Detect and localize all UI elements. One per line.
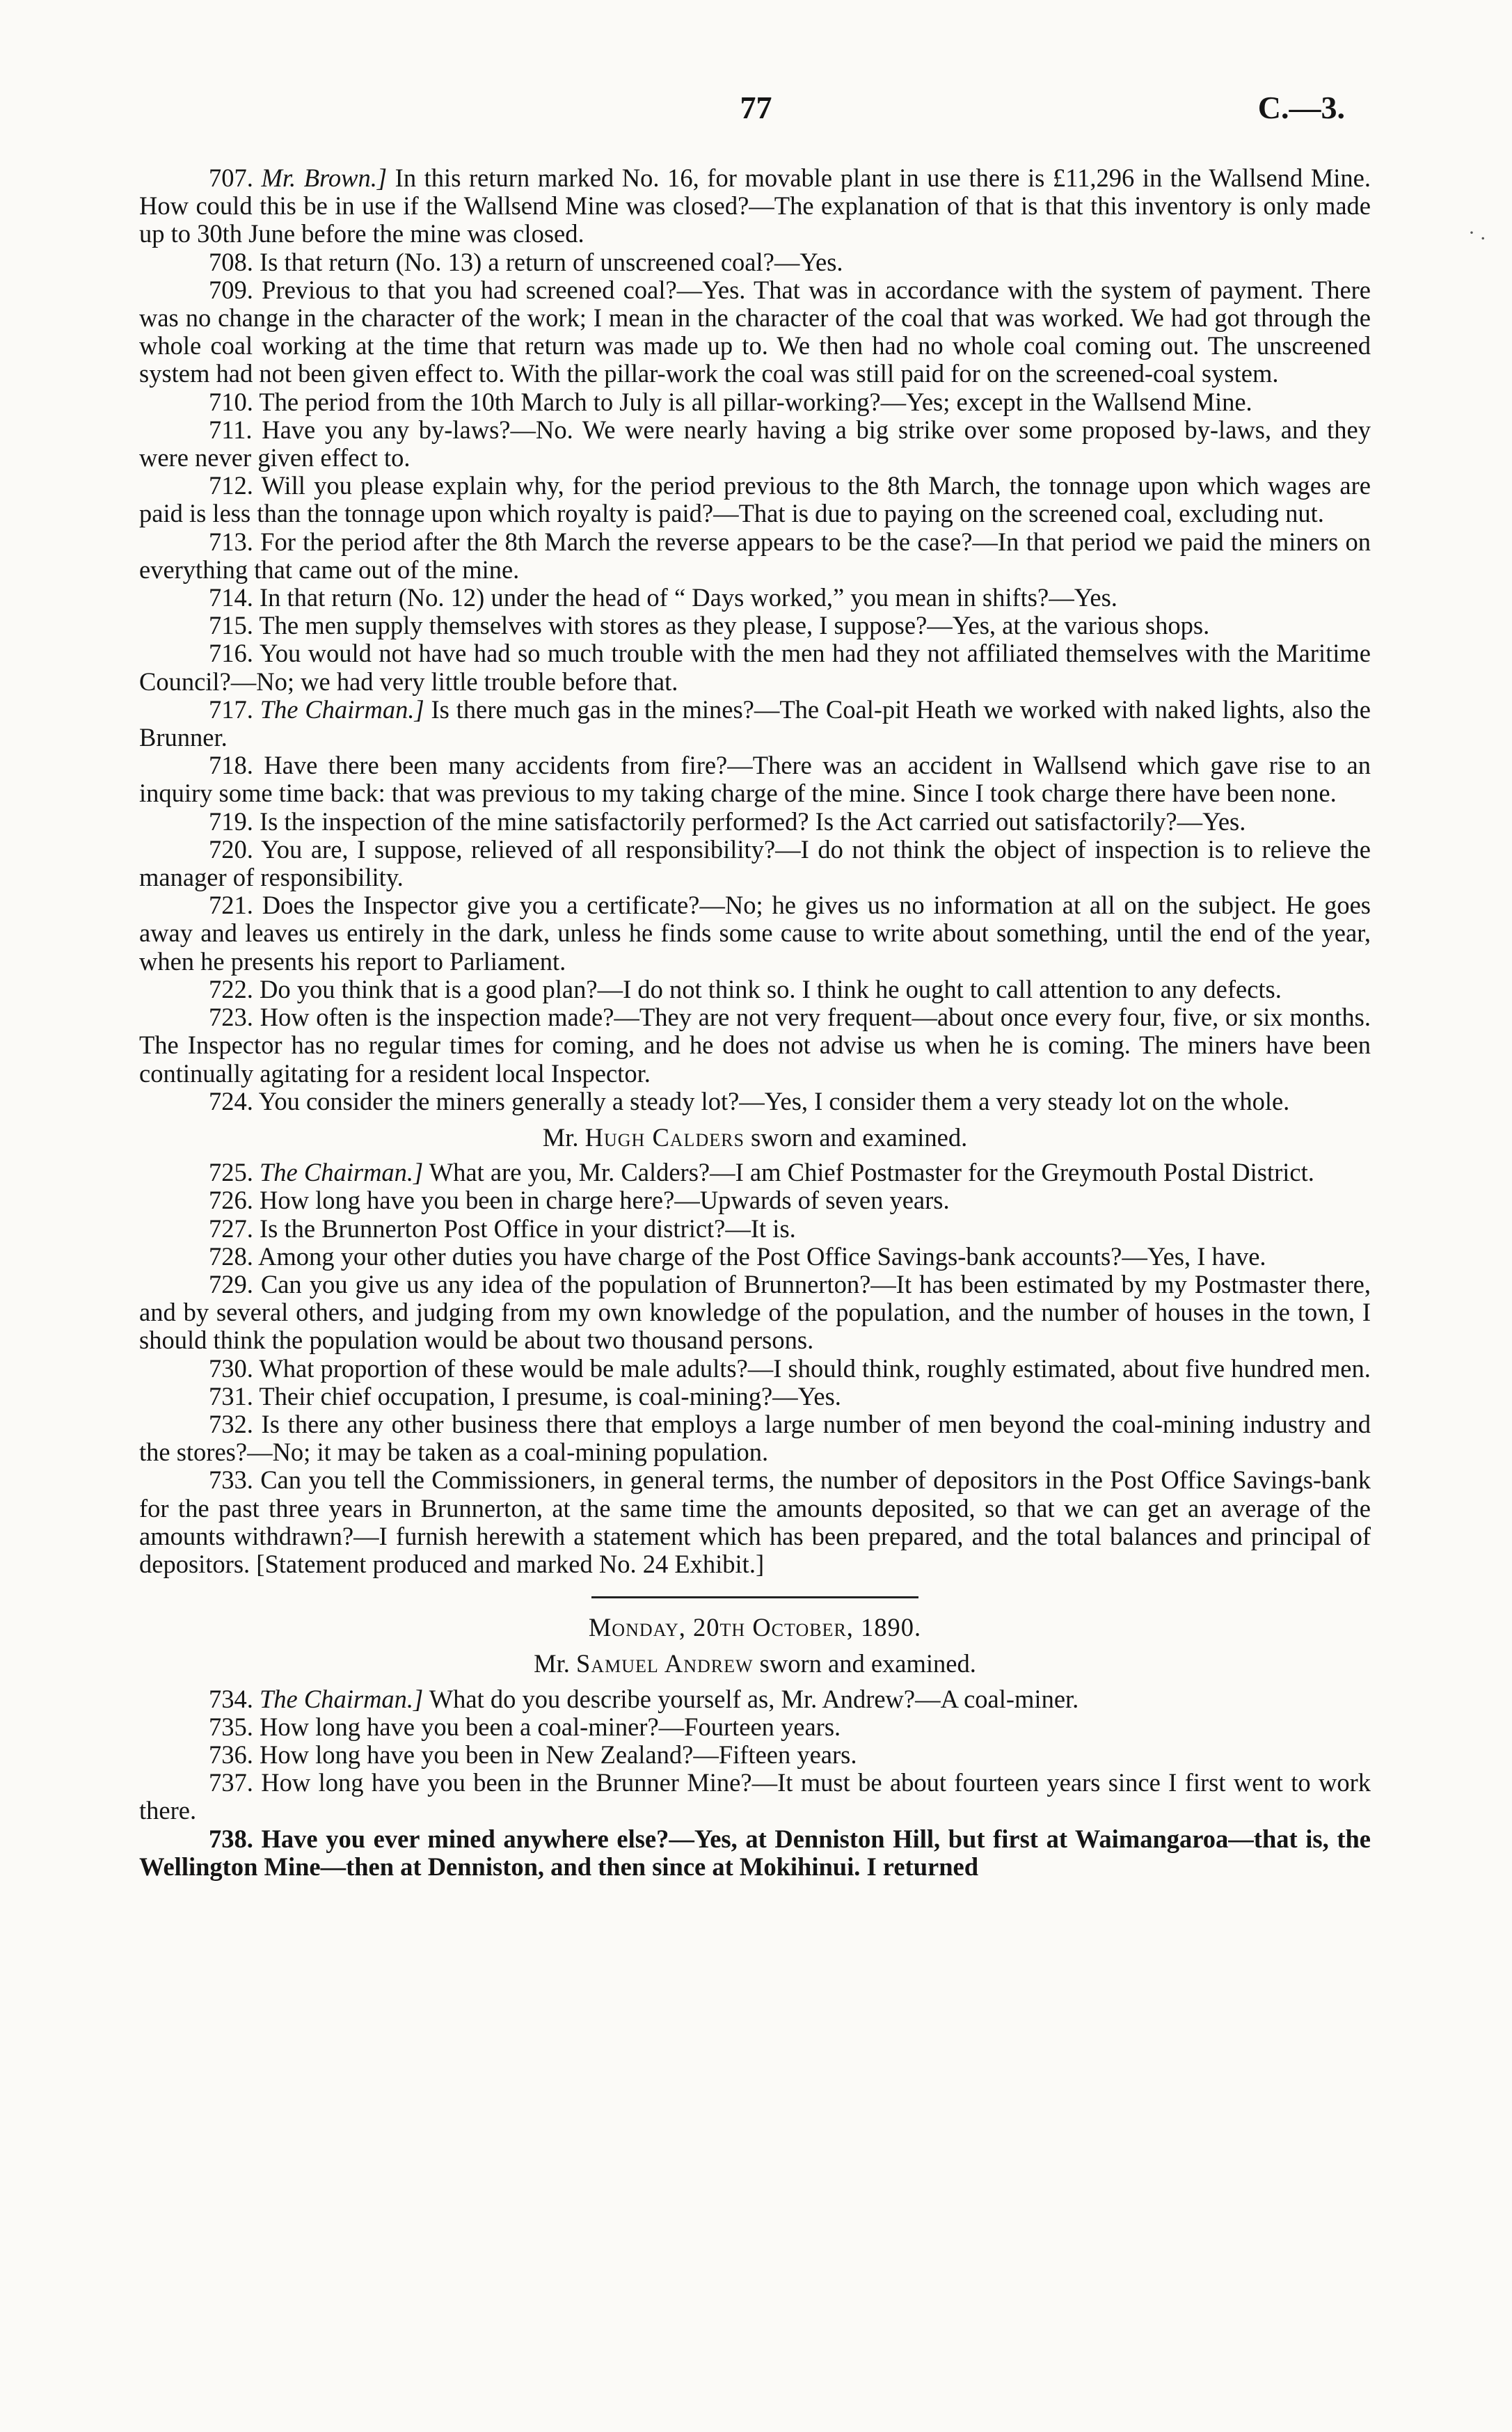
testimony-text: What are you, Mr. Calders?—I am Chief Postmaster for the Greymouth Postal District. [423,1158,1314,1187]
question-number: 711. [209,415,253,444]
question-number: 708. [209,247,253,276]
testimony-paragraph [139,836,1371,891]
margin-mark: · . [1468,221,1486,244]
section-divider [591,1596,918,1598]
question-number: 731. [209,1381,253,1410]
testimony-paragraph [139,1215,1371,1243]
testimony-text: How long have you been in the Brunner Mine?—It must be about fourteen years since I first went to work there. [139,1768,1371,1825]
testimony-paragraph [139,1271,1371,1355]
question-number: 736. [209,1740,253,1769]
testimony-text: Is the Brunnerton Post Office in your district?—It is. [260,1214,796,1243]
testimony-paragraph [139,1003,1371,1088]
question-number: 738. [209,1824,253,1853]
testimony-text: In this return marked No. 16, for movable plant in use there is £11,296 in the Wallsend Mine. How could this be in use if the Wallsend Mine was closed?—The explanation of that is that this inventory is only made up to 30th June before the mine was closed. [139,164,1371,248]
question-number: 723. [209,1003,253,1032]
question-number: 728. [209,1241,253,1271]
testimony-paragraph [139,1741,1371,1769]
testimony-paragraph [139,416,1371,472]
testimony-paragraph [139,1383,1371,1410]
speaker-name: Mr. Brown.] [261,164,388,192]
question-number: 735. [209,1712,253,1741]
testimony-text: Have there been many accidents from fire?—There was an accident in Wallsend which gave rise to an inquiry some time back: that was previous to my taking charge of the mine. Since I took charge there have been none. [139,751,1371,808]
question-number: 721. [209,891,253,920]
testimony-paragraph [139,1186,1371,1214]
question-number: 725. [209,1158,253,1187]
testimony-text: You consider the miners generally a steady lot?—Yes, I consider them a very steady lot on the whole. [258,1086,1290,1115]
testimony-paragraph [139,752,1371,807]
question-number: 714. [209,583,253,612]
question-number: 730. [209,1353,253,1383]
testimony-paragraph [139,1466,1371,1578]
testimony-text: How long have you been a coal-miner?—Fourteen years. [260,1712,841,1741]
question-number: 732. [209,1409,253,1438]
evidence-section-1 [139,164,1371,1115]
page-number: 77 [740,90,772,125]
testimony-paragraph [139,808,1371,836]
testimony-paragraph [139,388,1371,416]
document-body [139,164,1371,1881]
testimony-paragraph [139,472,1371,527]
testimony-paragraph [139,1243,1371,1271]
question-number: 710. [209,387,253,416]
document-reference: C.—3. [1257,90,1345,125]
question-number: 734. [209,1684,253,1713]
question-number: 729. [209,1269,253,1298]
testimony-paragraph [139,1410,1371,1466]
testimony-text: How often is the inspection made?—They are not very frequent—about once every four, five, or six months. The Inspector has no regular times for coming, and he does not advise us when he is coming. The miners have been continually agitating for a resident local Inspector. [139,1003,1371,1088]
testimony-paragraph [139,639,1371,695]
testimony-paragraph [139,891,1371,976]
testimony-text: You are, I suppose, relieved of all responsibility?—I do not think the object of inspection is to relieve the manager of responsibility. [139,834,1371,892]
testimony-text: For the period after the 8th March the reverse appears to be the case?—In that period we paid the miners on everything that came out of the mine. [139,527,1371,584]
speaker-name: The Chairman.] [260,1684,424,1713]
testimony-text: Do you think that is a good plan?—I do not think so. I think he ought to call attention to any defects. [260,974,1282,1003]
testimony-text: You would not have had so much trouble with the men had they not affiliated themselves with the Maritime Council?—No; we had very little trouble before that. [139,639,1371,696]
testimony-text: Does the Inspector give you a certificate?—No; he gives us no information at all on the subject. He goes away and leaves us entirely in the dark, unless he finds some cause to write about something, until the end of the year, when he presents his report to Parliament. [139,891,1371,976]
testimony-text: How long have you been in charge here?—Upwards of seven years. [260,1186,950,1215]
testimony-paragraph [139,976,1371,1003]
testimony-paragraph [139,696,1371,752]
testimony-paragraph [139,1825,1371,1881]
question-number: 733. [209,1465,253,1495]
question-number: 709. [209,275,253,304]
testimony-paragraph [139,164,1371,248]
testimony-paragraph [139,584,1371,612]
question-number: 726. [209,1186,253,1215]
question-number: 724. [209,1086,253,1115]
testimony-text: The men supply themselves with stores as they please, I suppose?—Yes, at the various shops. [259,611,1210,640]
testimony-text: Will you please explain why, for the period previous to the 8th March, the tonnage upon which wages are paid is less than the tonnage upon which royalty is paid?—That is due to paying on the screened coal, excluding nut. [139,471,1371,528]
testimony-paragraph [139,528,1371,584]
testimony-paragraph [139,248,1371,276]
evidence-section-2 [139,1159,1371,1578]
question-number: 707. [209,164,253,192]
testimony-paragraph [139,1713,1371,1741]
testimony-text: In that return (No. 12) under the head of “ Days worked,” you mean in shifts?—Yes. [260,583,1117,612]
testimony-text: What proportion of these would be male adults?—I should think, roughly estimated, about five hundred men. [259,1353,1371,1383]
testimony-paragraph [139,1685,1371,1713]
testimony-text: Have you any by-laws?—No. We were nearly having a big strike over some proposed by-laws, and they were never given effect to. [139,415,1371,472]
testimony-text: Is there much gas in the mines?—The Coal-pit Heath we worked with naked lights, also the Brunner. [139,694,1371,752]
testimony-paragraph [139,1088,1371,1115]
question-number: 717. [209,694,253,724]
testimony-text: Can you give us any idea of the population of Brunnerton?—It has been estimated by my Postmaster there, and by several others, and judging from my own knowledge of the population, and the number of houses in the town, I should think the population would be about two thousand persons. [139,1269,1371,1355]
testimony-paragraph [139,1769,1371,1825]
testimony-paragraph [139,1159,1371,1186]
evidence-section-3 [139,1685,1371,1881]
testimony-text: Have you ever mined anywhere else?—Yes, at Denniston Hill, but first at Waimangaroa—that is, the Wellington Mine—then at Denniston, and then since at Mokihinui. I returned [139,1824,1371,1881]
testimony-paragraph [139,276,1371,388]
testimony-text: Can you tell the Commissioners, in general terms, the number of depositors in the Post Office Savings-bank for the past three years in Brunnerton, at the same time the amounts deposited, so that we can get an average of the amounts withdrawn?—I furnish herewith a statement which has been prepared, and the total balances and principal of depositors. [Statement produced and marked No. 24 Exhibit.] [139,1465,1371,1578]
question-number: 718. [209,751,253,780]
question-number: 720. [209,834,253,864]
speaker-name: The Chairman.] [260,1158,424,1187]
testimony-text: Is the inspection of the mine satisfactorily performed? Is the Act carried out satisfactorily?—Yes. [260,806,1246,836]
testimony-text: Previous to that you had screened coal?—Yes. That was in accordance with the system of payment. There was no change in the character of the work; I mean in the character of the coal that was worked. We had got through the whole coal working at the time that return was made up to. We then had no whole coal coming out. The unscreened system had not been given effect to. With the pillar-work the coal was still paid for on the screened-coal system. [139,275,1371,388]
question-number: 719. [209,806,253,836]
question-number: 715. [209,611,253,640]
testimony-text: Their chief occupation, I presume, is coal-mining?—Yes. [259,1381,841,1410]
question-number: 716. [209,639,253,668]
question-number: 712. [209,471,253,500]
testimony-text: Among your other duties you have charge of the Post Office Savings-bank accounts?—Yes, I have. [258,1241,1266,1271]
witness-heading-calders: Mr. Hugh Calders sworn and examined. [542,1122,968,1152]
testimony-text: Is that return (No. 13) a return of unscreened coal?—Yes. [260,247,843,276]
testimony-text: How long have you been in New Zealand?—Fifteen years. [260,1740,857,1769]
testimony-paragraph [139,612,1371,639]
question-number: 737. [209,1768,253,1797]
testimony-text: The period from the 10th March to July is all pillar-working?—Yes; except in the Wallsend Mine. [259,387,1252,416]
testimony-paragraph [139,1355,1371,1383]
question-number: 727. [209,1214,253,1243]
testimony-text: What do you describe yourself as, Mr. Andrew?—A coal-miner. [423,1684,1079,1713]
testimony-text: Is there any other business there that employs a large number of men beyond the coal-mining industry and the stores?—No; it may be taken as a coal-mining population. [139,1409,1371,1467]
question-number: 722. [209,974,253,1003]
date-heading: Monday, 20th October, 1890. [588,1613,922,1642]
speaker-name: The Chairman.] [260,694,424,724]
witness-heading-andrew: Mr. Samuel Andrew sworn and examined. [534,1649,976,1678]
question-number: 713. [209,527,253,556]
